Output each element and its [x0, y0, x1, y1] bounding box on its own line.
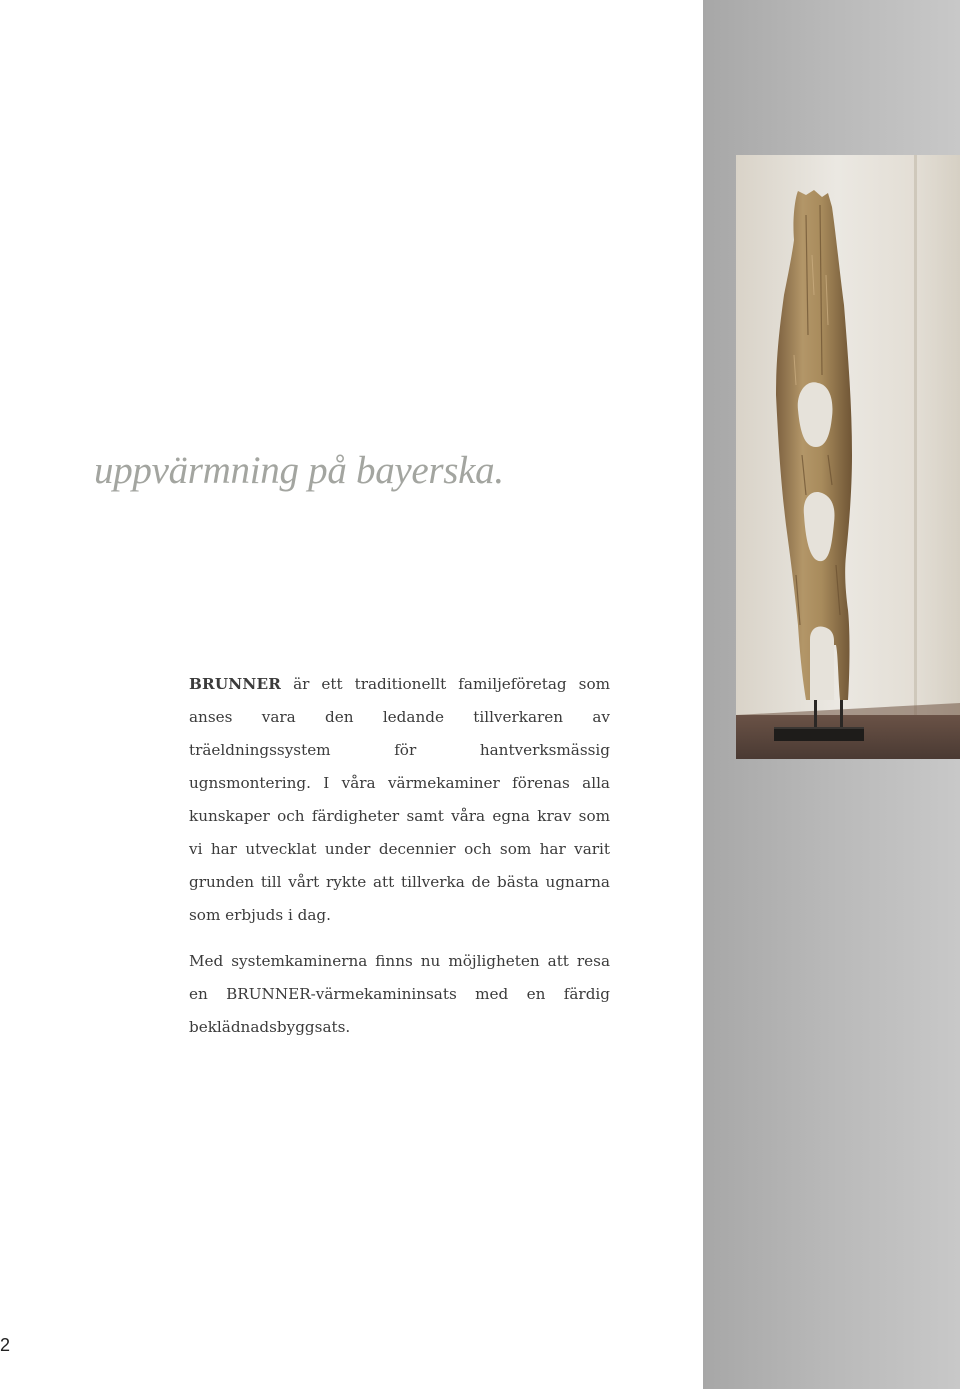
paragraph-system: Med systemkaminerna finns nu möjligheten att resa en BRUNNER-värmekamininsats med en färdig beklädnadsbyggsats.: [189, 952, 610, 1036]
body-text: [189, 668, 610, 1044]
page-number: 2: [0, 1335, 11, 1355]
wooden-sculpture-photo: [736, 155, 960, 759]
paragraph-intro-text: är ett traditionellt familjeföretag som anses vara den ledande tillverkaren av träeldningssystem för hantverksmässig ugnsmontering. I våra värmekaminer förenas alla kunskaper och färdigheter samt våra egna krav som vi har utvecklat under decennier och som har varit grunden till vårt rykte att tillverka de bästa ugnarna som erbjuds i dag.: [189, 675, 610, 924]
brand-name: BRUNNER: [189, 675, 282, 693]
headline: uppvärmning på bayerska.: [94, 449, 504, 492]
paragraph-intro: [189, 668, 610, 932]
